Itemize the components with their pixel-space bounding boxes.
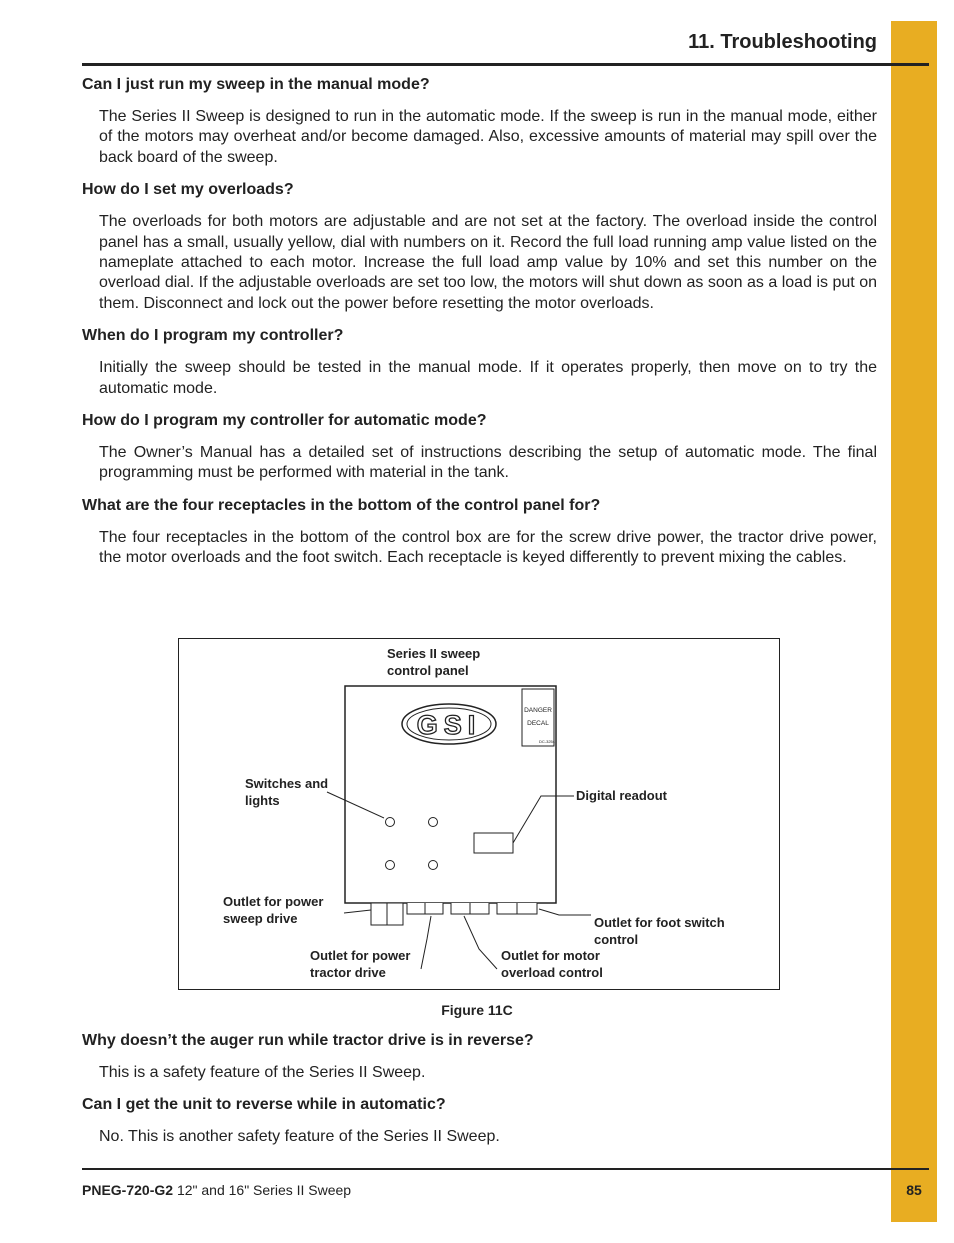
outlet-foot-switch xyxy=(497,903,537,914)
page-number: 85 xyxy=(906,1182,922,1198)
light-3 xyxy=(386,861,395,870)
figure-caption: Figure 11C xyxy=(441,1002,513,1018)
outlet-tractor-drive xyxy=(407,903,443,914)
light-4 xyxy=(429,861,438,870)
logo-text: GSI xyxy=(416,710,482,740)
section-title: 11. Troubleshooting xyxy=(688,31,877,53)
answer-6: This is a safety feature of the Series II Sweep. xyxy=(99,1064,426,1081)
label-foot-switch: Outlet for foot switch control xyxy=(594,915,725,947)
danger-decal xyxy=(522,689,554,746)
answer-1: The Series II Sweep is designed to run in the automatic mode. If the sweep is run in the manual mode, either of the motors may overheat and/or become damaged. Also, excessive amounts of material may spill over the back board of the sweep. xyxy=(99,108,877,166)
decal-line-1: DANGER xyxy=(524,707,552,714)
header-rule xyxy=(82,63,929,66)
label-digital-readout: Digital readout xyxy=(576,788,668,803)
question-6: Why doesn’t the auger run while tractor drive is in reverse? xyxy=(82,1032,534,1049)
footer xyxy=(82,1182,351,1198)
label-panel: Series II sweep control panel xyxy=(387,646,481,678)
light-2 xyxy=(429,818,438,827)
answer-3: Initially the sweep should be tested in the manual mode. If it operates properly, then move on to try the automatic mode. xyxy=(99,359,877,397)
digital-readout-box xyxy=(474,833,513,853)
qa-section-lower xyxy=(82,1031,877,1160)
question-4: How do I program my controller for automatic mode? xyxy=(82,412,487,430)
footer-rule xyxy=(82,1168,929,1170)
qa-section xyxy=(82,75,877,581)
label-overload: Outlet for motor overload control xyxy=(501,948,603,980)
footer-doc-title: 12" and 16" Series II Sweep xyxy=(176,1182,352,1198)
question-3: When do I program my controller? xyxy=(82,327,344,345)
question-2: How do I set my overloads? xyxy=(82,181,294,199)
question-1: Can I just run my sweep in the manual mode? xyxy=(82,76,430,93)
answer-4: The Owner’s Manual has a detailed set of instructions describing the setup of automatic mode. The final programming must be performed with material in the tank. xyxy=(99,444,877,482)
answer-5: The four receptacles in the bottom of the control box are for the screw drive power, the tractor drive power, the motor overloads and the foot switch. Each receptacle is keyed differently to prevent mixing the cables. xyxy=(99,528,877,567)
decal-line-2: DECAL xyxy=(527,720,549,727)
decal-code: DC-3254 xyxy=(538,739,556,744)
outlet-sweep-drive xyxy=(371,903,403,925)
outlet-overload xyxy=(451,903,489,914)
label-sweep-drive: Outlet for power sweep drive xyxy=(223,894,324,926)
footer-doc-code: PNEG-720-G2 xyxy=(82,1182,174,1198)
label-switches: Switches and lights xyxy=(245,776,329,808)
figure-11c xyxy=(178,638,780,990)
question-5: What are the four receptacles in the bottom of the control panel for? xyxy=(82,496,601,514)
answer-2: The overloads for both motors are adjustable and are not set at the factory. The overload inside the control panel has a small, usually yellow, dial with numbers on it. Record the full load running amp value listed on the nameplate attached to each motor. Increase the full load amp value by 10% and set this number on the overload dial. If the adjustable overloads are set too low, the motors will shut down as soon as a load is put on them. Disconnect and lock out the power before resetting the motor overloads. xyxy=(99,213,877,312)
answer-7: No. This is another safety feature of the Series II Sweep. xyxy=(99,1128,500,1146)
question-7: Can I get the unit to reverse while in automatic? xyxy=(82,1096,446,1114)
light-1 xyxy=(386,818,395,827)
side-tab xyxy=(891,21,937,1222)
label-tractor-drive: Outlet for power tractor drive xyxy=(310,948,411,980)
